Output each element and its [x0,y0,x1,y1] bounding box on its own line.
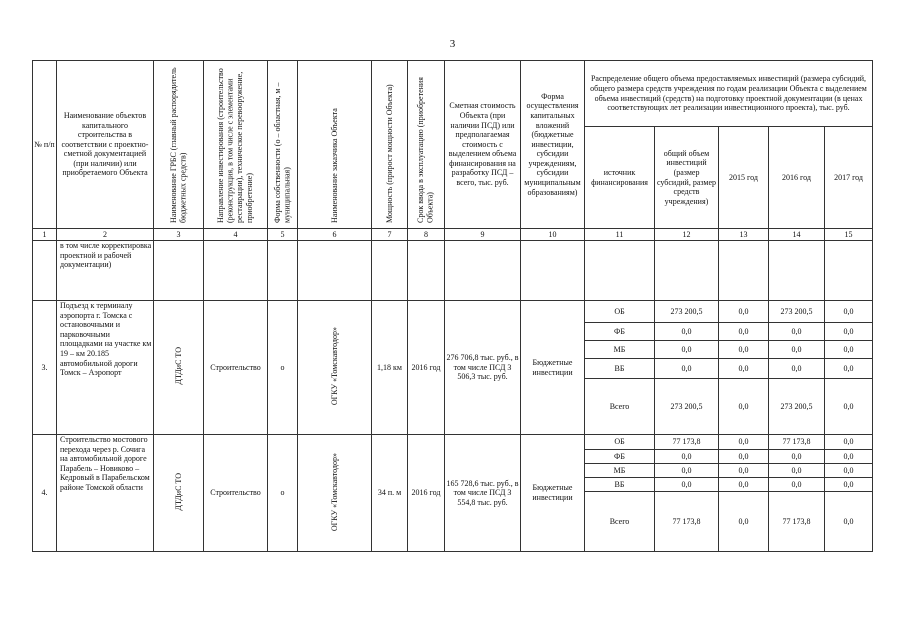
object-direction: Строительство [204,435,268,552]
source-cell: ФБ [585,450,655,464]
col-number: 15 [825,229,873,241]
header-source: источник финансирования [585,127,655,229]
y2017-cell: 0,0 [825,478,873,492]
object-form: Бюджетные инвестиции [521,301,585,435]
col-number: 11 [585,229,655,241]
total-cell: 0,0 [655,464,719,478]
total-cell: 0,0 [655,323,719,341]
col-number: 1 [33,229,57,241]
header-direction: Направление инвестирования (строительство (реконструкция, в том числе с элементами реставрации), техническое перевооружение, приобретение) [204,61,268,229]
y2016-cell: 0,0 [769,464,825,478]
y2015-cell: 0,0 [719,492,769,552]
object-cost: 165 728,6 тыс. руб., в том числе ПСД 3 554,8 тыс. руб. [445,435,521,552]
y2017-cell: 0,0 [825,464,873,478]
y2016-cell: 0,0 [769,341,825,359]
header-2015: 2015 год [719,127,769,229]
total-cell: 0,0 [655,341,719,359]
header-2016: 2016 год [769,127,825,229]
total-cell: 0,0 [655,450,719,464]
y2017-cell: 0,0 [825,359,873,379]
col-number: 6 [298,229,372,241]
y2015-cell: 0,0 [719,379,769,435]
source-cell: Всего [585,379,655,435]
object-ownership: о [268,435,298,552]
y2017-cell: 0,0 [825,450,873,464]
header-cost: Сметная стоимость Объекта (при наличии ПСД) или предполагаемая стоимость с выделением объема финансирования на разработку ПСД – всего, тыс. руб. [445,61,521,229]
object-grbs: ДТДиС ТО [154,435,204,552]
col-number: 12 [655,229,719,241]
source-cell: Всего [585,492,655,552]
total-cell: 77 173,8 [655,492,719,552]
total-cell: 0,0 [655,359,719,379]
col-number: 4 [204,229,268,241]
col-number: 10 [521,229,585,241]
table-row [33,301,873,323]
total-cell: 77 173,8 [655,435,719,450]
y2015-cell: 0,0 [719,464,769,478]
y2015-cell: 0,0 [719,341,769,359]
y2015-cell: 0,0 [719,359,769,379]
object-direction: Строительство [204,301,268,435]
source-cell: МБ [585,464,655,478]
object-num: 4. [33,435,57,552]
y2017-cell: 0,0 [825,301,873,323]
object-form: Бюджетные инвестиции [521,435,585,552]
col-number: 3 [154,229,204,241]
y2016-cell: 0,0 [769,478,825,492]
object-capacity: 1,18 км [372,301,408,435]
y2015-cell: 0,0 [719,323,769,341]
object-cost: 276 706,8 тыс. руб., в том числе ПСД 3 506,3 тыс. руб. [445,301,521,435]
y2016-cell: 0,0 [769,450,825,464]
object-grbs: ДТДиС ТО [154,301,204,435]
header-year: Срок ввода в эксплуатацию (приобретения Объекта) [408,61,445,229]
object-year: 2016 год [408,435,445,552]
object-year: 2016 год [408,301,445,435]
y2016-cell: 0,0 [769,323,825,341]
y2015-cell: 0,0 [719,301,769,323]
y2016-cell: 273 200,5 [769,301,825,323]
y2017-cell: 0,0 [825,341,873,359]
header-total: общий объем инвестиций (размер субсидий, размер средств учреждения) [655,127,719,229]
y2017-cell: 0,0 [825,492,873,552]
object-customer: ОГКУ «Томскавтодор» [298,435,372,552]
header-capacity: Мощность (прирост мощности Объекта) [372,61,408,229]
col-number: 8 [408,229,445,241]
y2015-cell: 0,0 [719,478,769,492]
object-num: 3. [33,301,57,435]
col-number: 2 [57,229,154,241]
header-distribution: Распределение общего объема предоставляемых инвестиций (размера субсидий, общего размера средств учреждения по годам реализации Объекта с выделением объема инвестиций (средств) на подготовку проектной документации (в ценах соответствующих лет реализации инвестиционного проекта), тыс. руб. [585,61,873,127]
source-cell: ФБ [585,323,655,341]
col-number: 7 [372,229,408,241]
column-numbers-row [33,229,873,241]
col-number: 5 [268,229,298,241]
continuation-row [33,241,873,301]
total-cell: 273 200,5 [655,301,719,323]
y2016-cell: 273 200,5 [769,379,825,435]
y2016-cell: 77 173,8 [769,435,825,450]
source-cell: ВБ [585,359,655,379]
col-number: 9 [445,229,521,241]
object-name: Подъезд к терминалу аэропорта г. Томска с остановочными и парковочными площадками на участке км 19 – км 20.185 автомобильной дороги Томск – Аэропорт [57,301,154,435]
total-cell: 0,0 [655,478,719,492]
source-cell: ОБ [585,301,655,323]
y2017-cell: 0,0 [825,323,873,341]
source-cell: ВБ [585,478,655,492]
y2015-cell: 0,0 [719,450,769,464]
continuation-name: в том числе корректировка проектной и рабочей документации) [57,241,154,301]
investment-table [32,60,873,552]
total-cell: 273 200,5 [655,379,719,435]
source-cell: МБ [585,341,655,359]
object-capacity: 34 п. м [372,435,408,552]
source-cell: ОБ [585,435,655,450]
header-num: № п/п [33,61,57,229]
header-ownership: Форма собственности (о – областная, м – муниципальная) [268,61,298,229]
object-customer: ОГКУ «Томскавтодор» [298,301,372,435]
y2017-cell: 0,0 [825,435,873,450]
y2016-cell: 77 173,8 [769,492,825,552]
object-ownership: о [268,301,298,435]
header-2017: 2017 год [825,127,873,229]
header-customer: Наименование заказчика Объекта [298,61,372,229]
y2015-cell: 0,0 [719,435,769,450]
page-number: 3 [449,38,456,50]
header-form: Форма осуществления капитальных вложений (бюджетные инвестиции, субсидии учреждениям, субсидии муниципальным образованиям) [521,61,585,229]
object-name: Строительство мостового перехода через р. Сочига на автомобильной дороге Парабель – Новиково – Кедровый в Парабельском районе Томской области [57,435,154,552]
y2017-cell: 0,0 [825,379,873,435]
col-number: 14 [769,229,825,241]
table-row [33,435,873,450]
header-grbs: Наименование ГРБС (главный распорядитель бюджетных средств) [154,61,204,229]
col-number: 13 [719,229,769,241]
y2016-cell: 0,0 [769,359,825,379]
header-name: Наименование объектов капитального строительства в соответствии с проектно-сметной документацией (при наличии) или приобретаемого Объекта [57,61,154,229]
